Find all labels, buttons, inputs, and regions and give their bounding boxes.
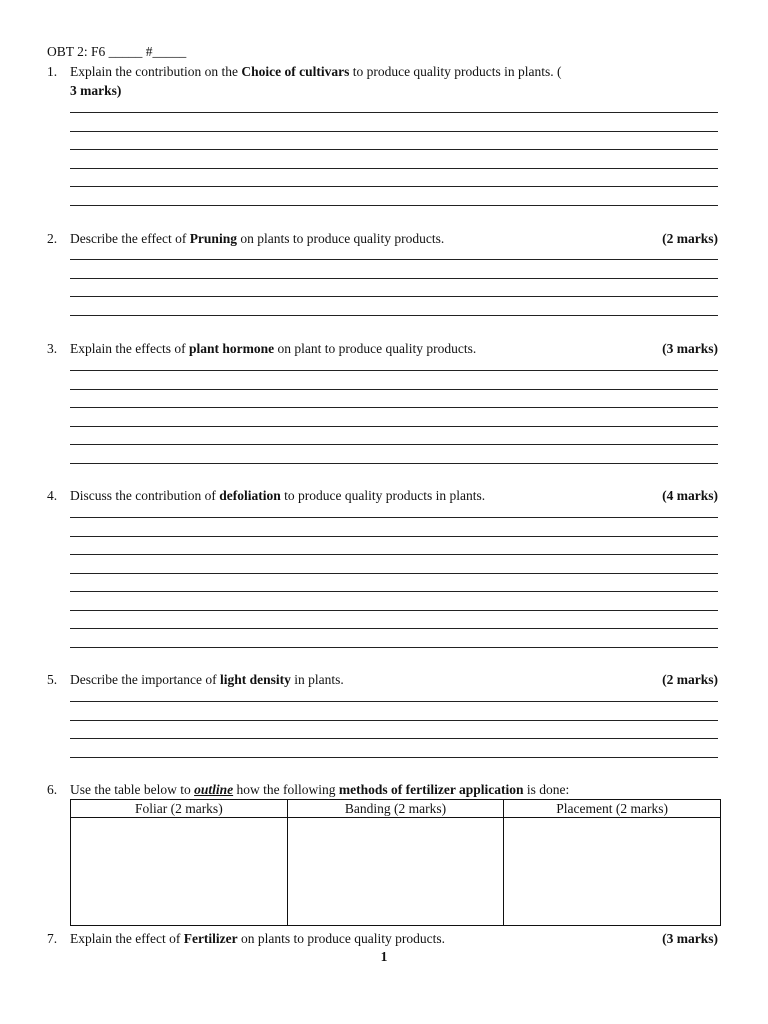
answer-lines-4[interactable] xyxy=(70,517,718,665)
question-number: 4. xyxy=(47,488,58,503)
answer-lines-3[interactable] xyxy=(70,370,718,481)
answer-cell-banding[interactable] xyxy=(287,818,504,926)
answer-cell-foliar[interactable] xyxy=(71,818,288,926)
question-marks: (3 marks) xyxy=(662,341,718,356)
question-7 xyxy=(47,929,718,948)
table-header-banding: Banding (2 marks) xyxy=(287,800,504,818)
answer-cell-placement[interactable] xyxy=(504,818,721,926)
worksheet-header: OBT 2: F6 _____ #_____ xyxy=(47,44,187,59)
question-marks: (2 marks) xyxy=(662,231,718,246)
table-header-foliar: Foliar (2 marks) xyxy=(71,800,288,818)
question-text: Explain the contribution on the Choice of cultivars to produce quality products in plants. ( 3 marks) xyxy=(70,64,562,98)
question-text: Discuss the contribution of defoliation to produce quality products in plants. xyxy=(70,488,486,503)
question-text: Explain the effect of Fertilizer on plants to produce quality products. xyxy=(70,931,446,946)
question-number: 1. xyxy=(47,64,58,79)
question-2 xyxy=(47,229,718,248)
answer-lines-5[interactable] xyxy=(70,701,718,775)
question-4 xyxy=(47,486,718,505)
answer-lines-1[interactable] xyxy=(70,112,718,223)
question-number: 5. xyxy=(47,672,58,687)
question-number: 6. xyxy=(47,782,58,797)
answer-lines-2[interactable] xyxy=(70,259,718,333)
question-3 xyxy=(47,339,718,358)
fertilizer-methods-table xyxy=(70,799,721,926)
question-text: Describe the importance of light density in plants. xyxy=(70,672,344,687)
question-1 xyxy=(47,62,718,100)
table-answer-row xyxy=(71,818,721,926)
table-header-placement: Placement (2 marks) xyxy=(504,800,721,818)
question-text: Use the table below to outline how the following methods of fertilizer application is done: xyxy=(70,782,570,797)
question-text: Explain the effects of plant hormone on plant to produce quality products. xyxy=(70,341,477,356)
page-number: 1 xyxy=(380,949,388,964)
question-number: 7. xyxy=(47,931,58,946)
question-marks: (3 marks) xyxy=(662,931,718,946)
question-text: Describe the effect of Pruning on plants to produce quality products. xyxy=(70,231,445,246)
question-number: 2. xyxy=(47,231,58,246)
question-5 xyxy=(47,670,718,689)
question-6 xyxy=(47,780,718,799)
question-marks: (2 marks) xyxy=(662,672,718,687)
table-header-row xyxy=(71,800,721,818)
question-number: 3. xyxy=(47,341,58,356)
question-marks: 3 marks) xyxy=(70,83,122,98)
question-marks: (4 marks) xyxy=(662,488,718,503)
